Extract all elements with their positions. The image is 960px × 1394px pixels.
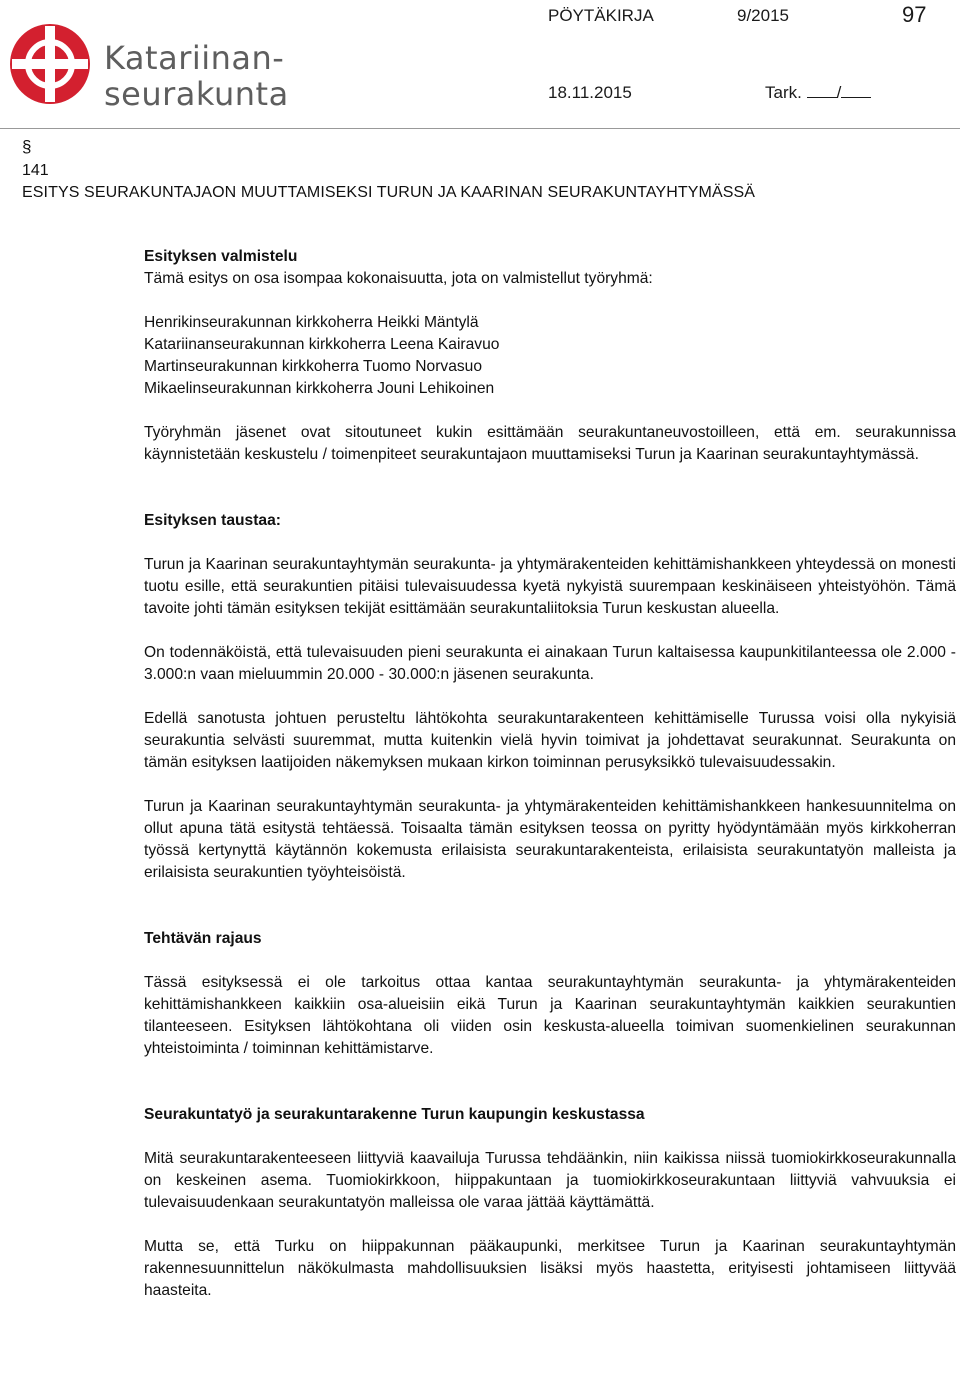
work-paragraph-2: Mutta se, että Turku on hiippakunnan pääkaupunki, merkitsee Turun ja Kaarinan seurakuntayhtymän rakennesuunnittelun näkökulmasta mahdollisuuksien lisäksi myös haastetta, erityisesti johtamiseen liittyvää haasteita. (144, 1238, 956, 1299)
scope-paragraph: Tässä esityksessä ei ole tarkoitus ottaa kantaa seurakuntayhtymän seurakunta- ja yhtymärakenteiden kehittämishankkeen kaikkiin osa-alueisiin eikä Turun ja Kaarinan seurakuntayhtymän kaikkien seurakuntien tilanteeseen. Esityksen lähtökohtana oli viiden osin keskusta-alueella toimivan suomenkielinen seurakunnan yhteistoiminta / toiminnan kehittämistarve. (144, 974, 956, 1057)
review-blank-2 (841, 83, 871, 98)
logo-line-1: Katariinan- (104, 39, 285, 77)
meeting-date: 18.11.2015 (548, 83, 632, 102)
background-heading: Esityksen taustaa: (144, 512, 281, 529)
page-number: 97 (902, 2, 927, 27)
review-label: Tark. (765, 83, 802, 102)
background-paragraph-3: Edellä sanotusta johtuen perusteltu lähtökohta seurakuntarakenteen kehittämiselle Turussa voisi olla nykyisiä seurakuntia selvästi suuremmat, mutta kuitenkin vielä hyvin toimivat ja johdettavat seurakunnat. Seurakunta on tämän esityksen laatijoiden näkemyksen mukaan kirkon toiminnan perusyksikkö tulevaisuudessakin. (144, 710, 956, 771)
list-item: Martinseurakunnan kirkkoherra Tuomo Norvasuo (144, 358, 483, 375)
document-number: 9/2015 (737, 6, 789, 25)
logo-emblem-icon (8, 22, 92, 106)
list-item: Katariinanseurakunnan kirkkoherra Leena Kairavuo (144, 336, 500, 353)
review-blank-1 (807, 83, 837, 98)
review-field (765, 83, 871, 103)
background-paragraph-4: Turun ja Kaarinan seurakuntayhtymän seurakunta- ja yhtymärakenteiden kehittämishankkeen hankesuunnitelma on ollut apuna tätä esitystä tehtäessä. Toisaalta tämän esityksen teossa on pyritty hyödyntämään myös kirkkoherran työssä kertynyttä käytännön kokemusta erilaisista seurakuntarakenteista, erilaisista seurakuntatyön malleista ja erilaisista seurakuntien työyhteisöistä. (144, 798, 956, 881)
background-paragraph-1: Turun ja Kaarinan seurakuntayhtymän seurakunta- ja yhtymärakenteiden kehittämishankkeen yhteydessä on monesti tuotu esille, että seurakuntien pitäisi tulevaisuudessa kyetä nykyistä suurempaan keskinäiseen yhteistyöhön. Tämä tavoite johti tämän esityksen tekijät esittämään seurakuntaliitoksia Turun keskustan alueella. (144, 556, 956, 617)
review-separator: / (836, 83, 842, 102)
section-number: 141 (22, 162, 49, 179)
list-item: Mikaelinseurakunnan kirkkoherra Jouni Lehikoinen (144, 380, 495, 397)
section-symbol: § (22, 137, 32, 156)
parish-logo (8, 18, 289, 113)
work-paragraph-1: Mitä seurakuntarakenteeseen liittyviä kaavailuja Turussa tehdäänkin, niin kaikissa niissä tuomiokirkkoseurakunnalla on keskeinen asema. Tuomiokirkkoon, hiippakuntaan ja tuomiokirkkoseurakuntaan liittyviä vahvuuksia ei tulevaisuudenkaan seurakuntatyön malleissa ole varaa jättää käyttämättä. (144, 1150, 956, 1211)
logo-line-2: seurakunta (104, 75, 289, 113)
prep-heading: Esityksen valmistelu (144, 248, 298, 265)
document-type: PÖYTÄKIRJA (548, 6, 654, 25)
document-body (144, 246, 956, 1302)
list-item: Henrikinseurakunnan kirkkoherra Heikki Mäntylä (144, 314, 479, 331)
working-group-list (144, 312, 956, 400)
scope-heading: Tehtävän rajaus (144, 930, 262, 947)
section-title: ESITYS SEURAKUNTAJAON MUUTTAMISEKSI TURUN JA KAARINAN SEURAKUNTAYHTYMÄSSÄ (22, 184, 756, 201)
prep-commitment: Työryhmän jäsenet ovat sitoutuneet kukin esittämään seurakuntaneuvostoilleen, että em. seurakunnissa käynnistetään keskustelu / toimenpiteet seurakuntajaon muuttamiseksi Turun ja Kaarinan seurakuntayhtymässä. (144, 424, 956, 463)
prep-intro: Tämä esitys on osa isompaa kokonaisuutta, jota on valmistellut työryhmä: (144, 270, 653, 287)
work-heading: Seurakuntatyö ja seurakuntarakenne Turun kaupungin keskustassa (144, 1106, 645, 1123)
header-divider (0, 128, 960, 129)
logo-wordmark (104, 40, 289, 112)
background-paragraph-2: On todennäköistä, että tulevaisuuden pieni seurakunta ei ainakaan Turun kaltaisessa kaupunkitilanteessa ole 2.000 - 3.000:n vaan mieluummin 20.000 - 30.000:n jäsenen seurakunta. (144, 644, 956, 683)
